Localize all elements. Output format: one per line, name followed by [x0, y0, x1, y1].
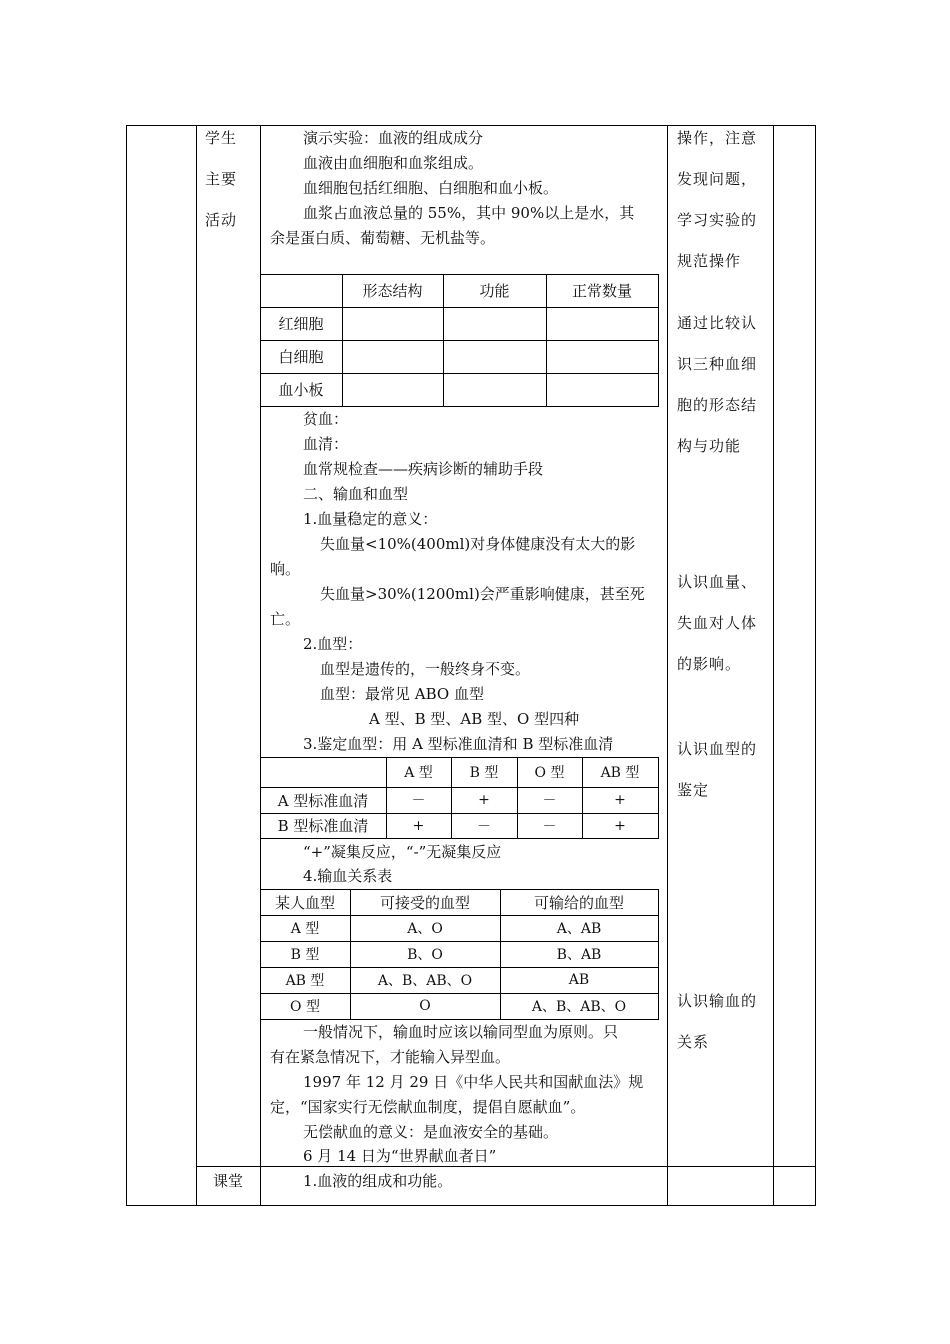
label-line: 学生 — [205, 129, 238, 147]
note-line: 发现问题， — [677, 170, 758, 188]
note-line: 认识血量、 — [677, 573, 758, 591]
text-line: 2.血型： — [303, 635, 363, 653]
text-line: 失血量>30%(1200ml)会严重影响健康，甚至死 — [320, 585, 645, 603]
text-line: 血浆占血液总量的 55%，其中 90%以上是水，其 — [303, 204, 635, 222]
text-line: 余是蛋白质、葡萄糖、无机盐等。 — [270, 229, 496, 247]
table-cell: O — [419, 998, 431, 1014]
demo-line: 演示实验：血液的组成成分 — [303, 129, 484, 147]
text-line: 3.鉴定血型：用 A 型标准血清和 B 型标准血清 — [303, 735, 614, 753]
table-cell: B 型 — [290, 947, 320, 963]
note-line: 操作，注意 — [677, 129, 758, 147]
summary-text: 1.血液的组成和功能。 — [303, 1172, 453, 1190]
table-cell: B、O — [407, 947, 443, 963]
text-line: 6 月 14 日为“世界献血者日” — [303, 1147, 497, 1165]
note-line: 认识血型的 — [677, 740, 758, 758]
text-line: 血常规检查——疾病诊断的辅助手段 — [303, 460, 544, 478]
table-header: 形态结构 — [362, 282, 423, 300]
note-line: 的影响。 — [677, 655, 742, 673]
table-header: A 型 — [404, 765, 433, 781]
table-cell: + — [412, 817, 425, 834]
table-cell: + — [614, 792, 626, 808]
text-line: 血液由血细胞和血浆组成。 — [303, 154, 484, 172]
text-line: 贫血： — [303, 410, 349, 428]
table-cell: － — [542, 818, 557, 835]
text-line: 1997 年 12 月 29 日《中华人民共和国献血法》规 — [303, 1073, 644, 1091]
text-line: 一般情况下，输血时应该以输同型血为原则。只 — [303, 1023, 619, 1041]
table-row-label: 红细胞 — [278, 315, 324, 333]
text-line: 响。 — [270, 560, 301, 578]
note-line: 构与功能 — [677, 437, 742, 455]
table-cell: A、AB — [556, 921, 602, 937]
table-header: 可输给的血型 — [533, 893, 624, 912]
section-heading: 二、输血和血型 — [303, 485, 409, 503]
table-cell: AB — [568, 972, 590, 988]
legend-note: “+”凝集反应，“-”无凝集反应 — [303, 843, 502, 861]
table-cell: + — [614, 817, 626, 834]
row-label-classroom: 课堂 — [213, 1172, 244, 1190]
table-header: 某人血型 — [274, 893, 335, 912]
table-cell: － — [542, 793, 557, 809]
table-row-label: 白细胞 — [278, 348, 324, 366]
text-line: 亡。 — [270, 610, 301, 628]
text-line: 失血量<10%(400ml)对身体健康没有太大的影 — [320, 535, 636, 553]
table-cell: A、B、AB、O — [377, 973, 473, 989]
note-line: 关系 — [677, 1033, 710, 1051]
table-header: 可接受的血型 — [379, 893, 470, 912]
table-header: O 型 — [534, 765, 565, 781]
note-line: 通过比较认 — [677, 314, 758, 332]
table-header: 功能 — [479, 282, 510, 300]
label-line: 活动 — [205, 211, 238, 229]
note-line: 学习实验的 — [677, 211, 758, 229]
table-row-label: B 型标准血清 — [277, 817, 369, 835]
table-cell: + — [478, 792, 490, 808]
note-transfusion — [677, 981, 757, 1063]
note-line: 失血对人体 — [677, 614, 758, 632]
text-line: 4.输血关系表 — [303, 867, 393, 885]
text-line: 1.血量稳定的意义： — [303, 510, 438, 528]
note-line: 识三种血细 — [677, 355, 758, 373]
table-cell: O 型 — [290, 999, 320, 1015]
note-blood-type — [677, 729, 757, 811]
table-cell: － — [477, 818, 491, 835]
note-blood-volume — [677, 562, 757, 685]
table-cell: A 型 — [290, 921, 320, 937]
text-line: 血型：最常见 ABO 血型 — [320, 685, 484, 703]
row-label-student-activity — [205, 118, 237, 241]
text-line: A 型、B 型、AB 型、O 型四种 — [369, 710, 580, 728]
table-header: B 型 — [469, 765, 499, 781]
note-line: 认识输血的 — [677, 992, 758, 1010]
text-line: 定，“国家实行无偿献血制度，提倡自愿献血”。 — [270, 1098, 586, 1116]
table-row-label: 血小板 — [278, 381, 324, 399]
text-line: 血型是遗传的，一般终身不变。 — [320, 660, 531, 678]
table-cell: AB 型 — [285, 973, 325, 989]
note-practice — [677, 118, 757, 282]
table-cell: － — [411, 793, 426, 809]
table-row-label: A 型标准血清 — [277, 791, 369, 810]
note-line: 胞的形态结 — [677, 396, 758, 414]
text-line: 血清： — [303, 435, 349, 453]
table-header: AB 型 — [600, 765, 640, 781]
table-cell: B、AB — [556, 947, 602, 963]
note-cells — [677, 303, 757, 467]
label-line: 主要 — [205, 170, 238, 188]
text-line: 血细胞包括红细胞、白细胞和血小板。 — [303, 179, 559, 197]
table-cell: A、B、AB、O — [531, 999, 627, 1015]
table-cell: A、O — [407, 921, 443, 937]
note-line: 鉴定 — [677, 781, 710, 799]
table-header: 正常数量 — [571, 282, 632, 300]
text-line: 无偿献血的意义：是血液安全的基础。 — [303, 1123, 559, 1141]
text-line: 有在紧急情况下，才能输入异型血。 — [270, 1048, 511, 1066]
note-line: 规范操作 — [677, 252, 742, 270]
